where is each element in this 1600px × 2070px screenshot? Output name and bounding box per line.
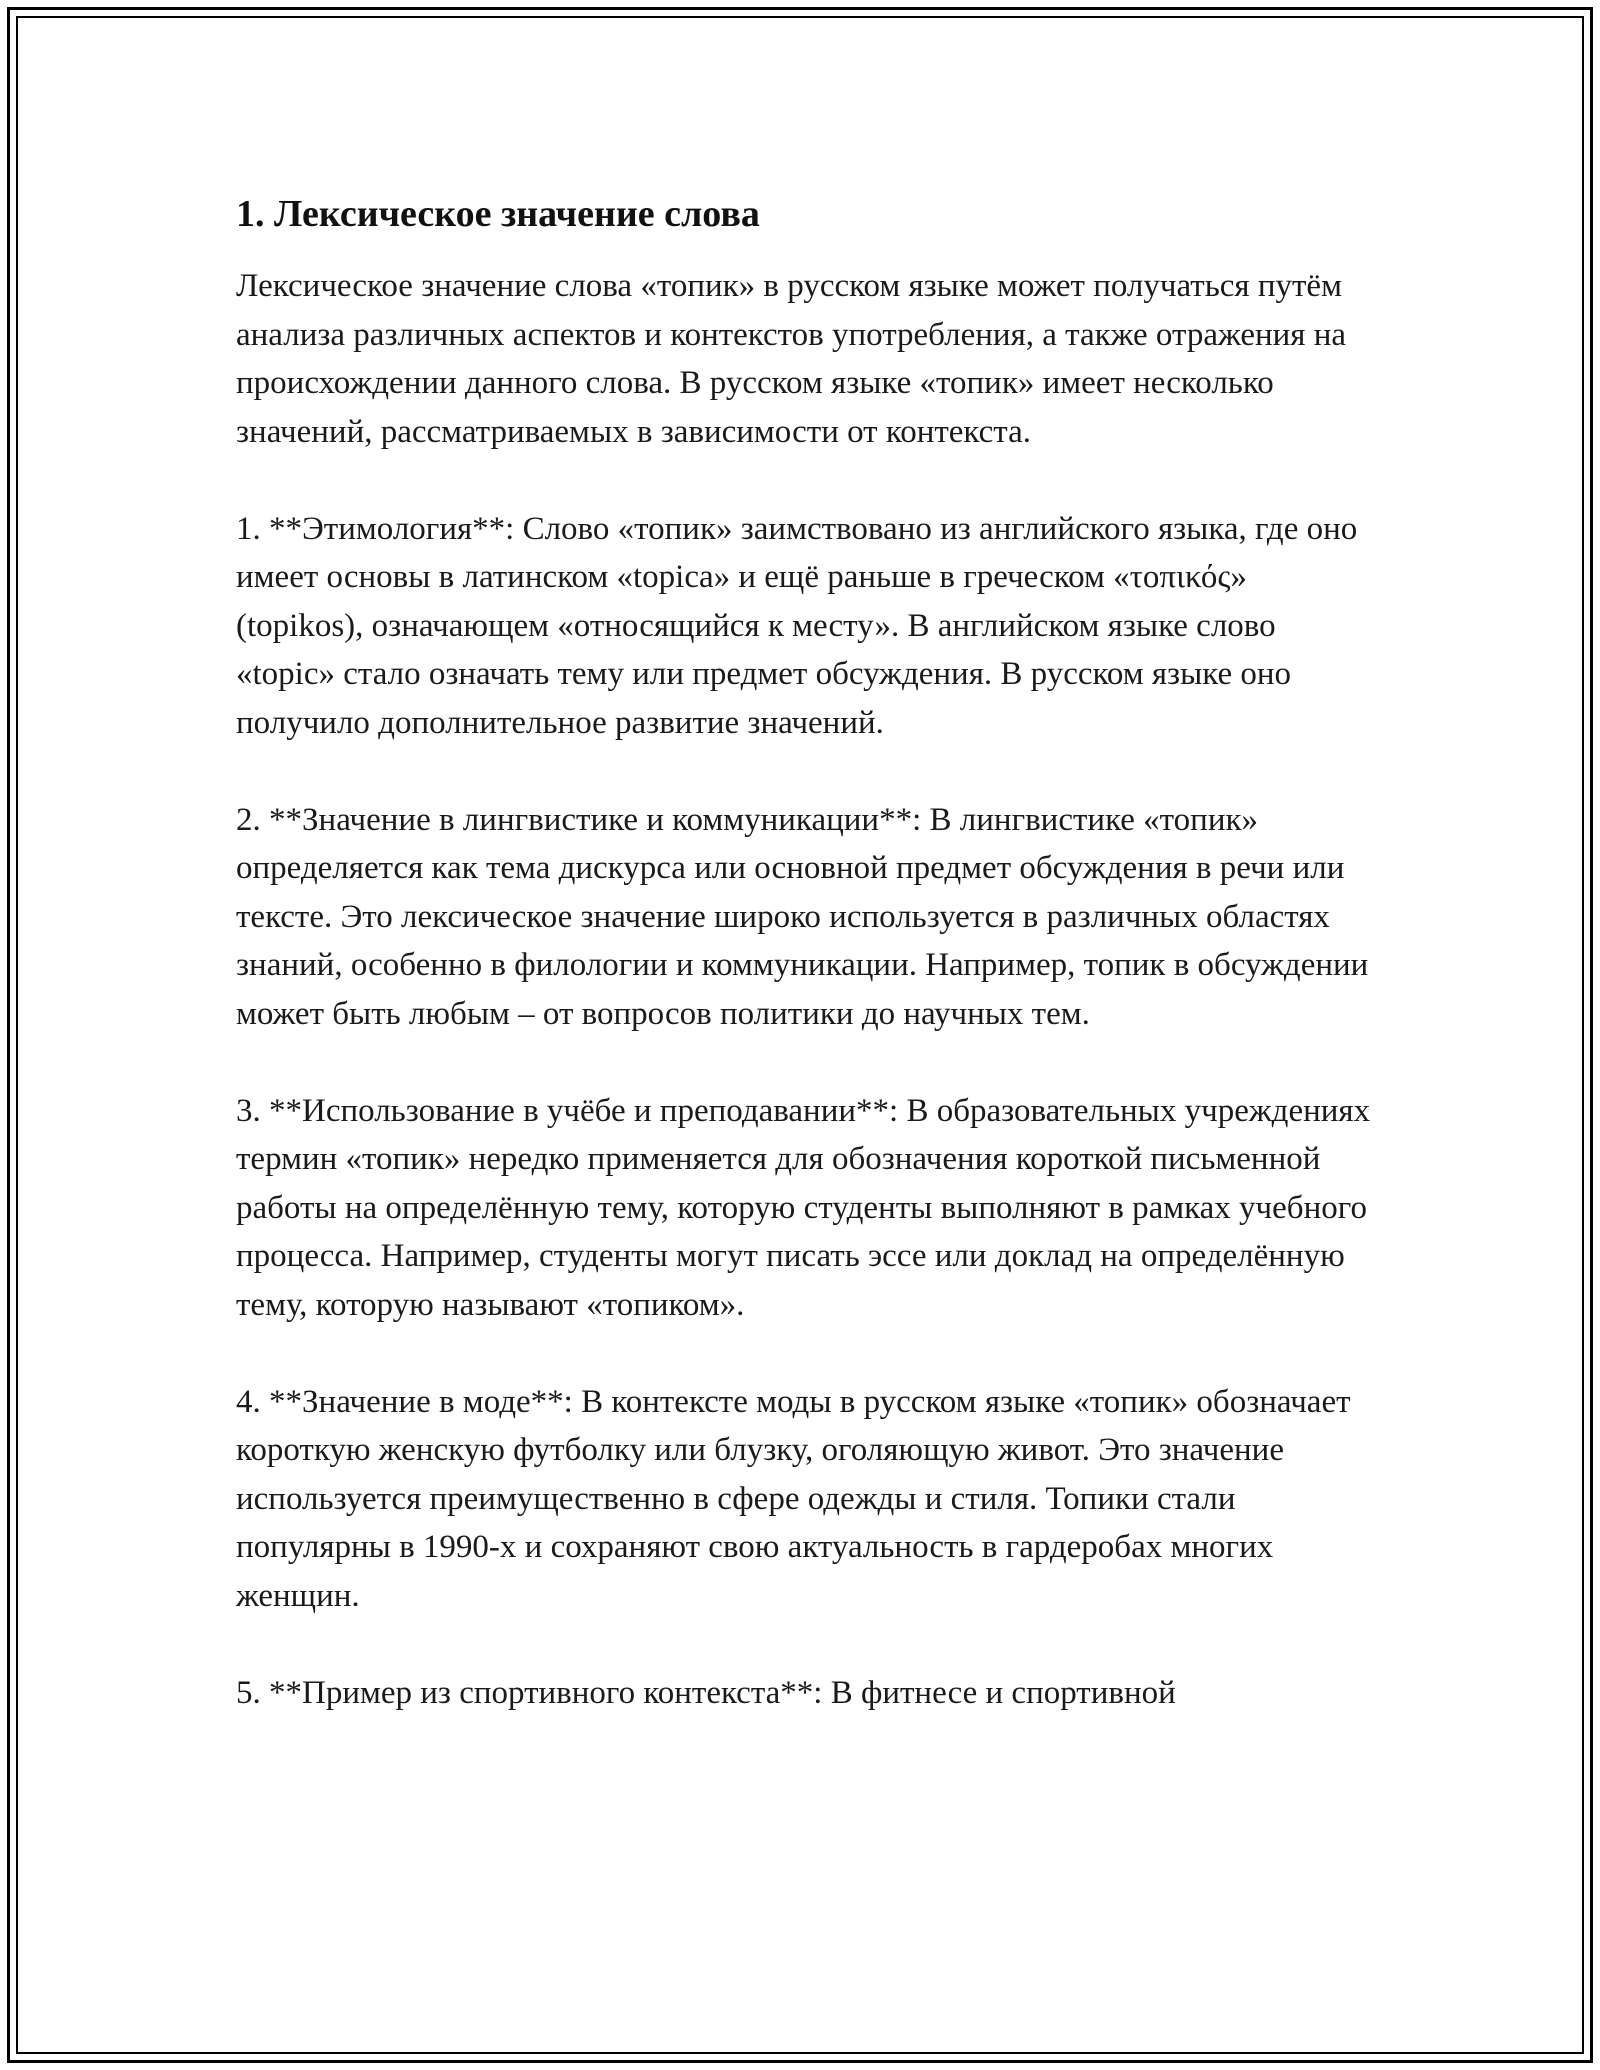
paragraph-etymology: 1. **Этимология**: Слово «топик» заимствовано из английского языка, где оно имеет основы в латинском «topica» и ещё раньше в греческом «τοπικός» (topikos), означающем «относящийся к месту». В английском языке слово «topic» стало означать тему или предмет обсуждения. В русском языке оно получило дополнительное развитие значений.: [236, 510, 1358, 741]
document-body: [236, 186, 1376, 1717]
paragraph-education: 3. **Использование в учёбе и преподавании**: В образовательных учреждениях термин «топик» нередко применяется для обозначения короткой письменной работы на определённую тему, которую студенты выполняют в рамках учебного процесса. Например, студенты могут писать эссе или доклад на определённую тему, которую называют «топиком».: [236, 1092, 1371, 1323]
paragraph-sports: 5. **Пример из спортивного контекста**: В фитнесе и спортивной: [236, 1674, 1176, 1711]
paragraph-fashion: 4. **Значение в моде**: В контексте моды в русском языке «топик» обозначает короткую женскую футболку или блузку, оголяющую живот. Это значение используется преимущественно в сфере одежды и стиля. Топики стали популярны в 1990-х и сохраняют свою актуальность в гардеробах многих женщин.: [236, 1383, 1351, 1614]
paragraph-intro: Лексическое значение слова «топик» в русском языке может получаться путём анализа различных аспектов и контекстов употребления, а также отражения на происхождении данного слова. В русском языке «топик» имеет несколько значений, рассматриваемых в зависимости от контекста.: [236, 268, 1347, 450]
section-heading: 1. Лексическое значение слова: [236, 193, 760, 235]
paragraph-linguistics: 2. **Значение в лингвистике и коммуникации**: В лингвистике «топик» определяется как тема дискурса или основной предмет обсуждения в речи или тексте. Это лексическое значение широко используется в различных областях знаний, особенно в филологии и коммуникации. Например, топик в обсуждении может быть любым – от вопросов политики до научных тем.: [236, 801, 1369, 1032]
